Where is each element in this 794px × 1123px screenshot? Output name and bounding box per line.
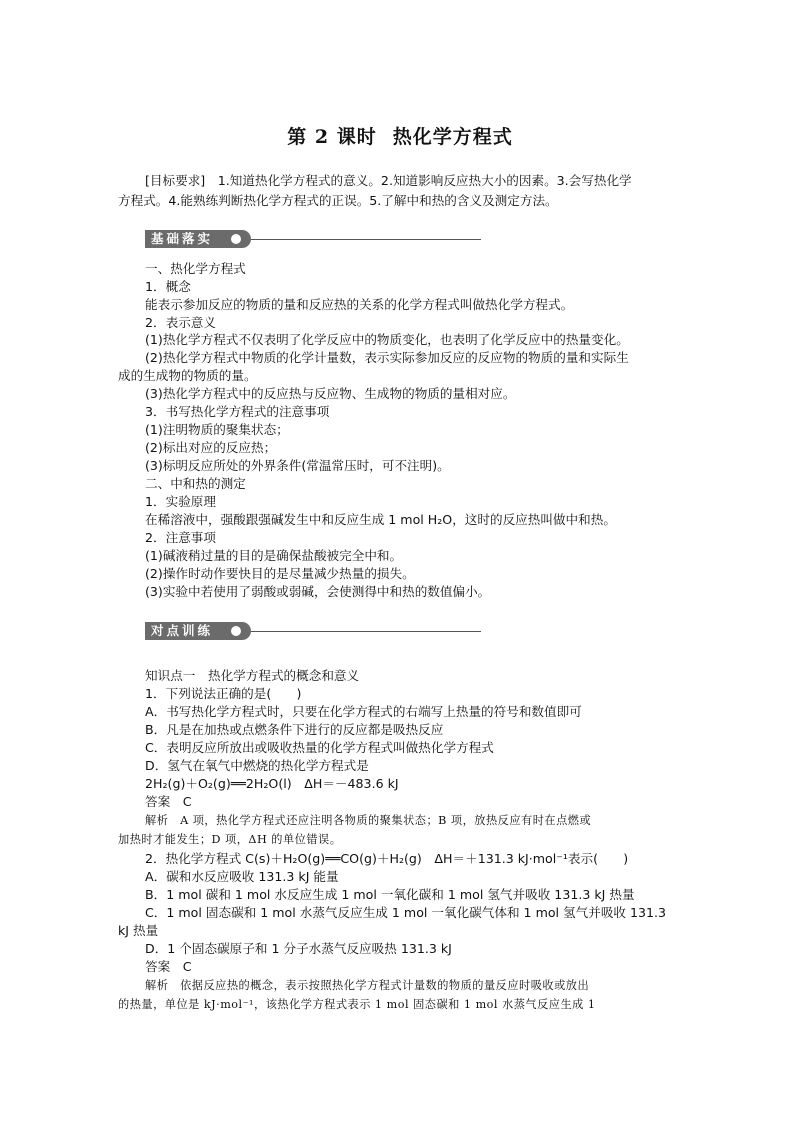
question-2-explanation-line-1: 解析 依据反应热的概念，表示按照热化学方程式计量数的物质的量反应时吸收或放出 (145, 979, 590, 992)
page-title (118, 122, 682, 149)
objectives-line-2: 方程式。4.能熟练判断热化学方程式的正误。5.了解中和热的含义及测定方法。 (118, 193, 558, 208)
basics-line: (3)热化学方程式中的反应热与反应物、生成物的物质的量相对应。 (145, 386, 516, 401)
question-1-option-d: D．氢气在氧气中燃烧的热化学方程式是 (145, 758, 369, 773)
question-1-explanation-line-2: 加热时才能发生；D 项，ΔH 的单位错误。 (118, 833, 342, 846)
basics-line: (2)热化学方程式中物质的化学计量数，表示实际参加反应的反应物的物质的量和实际生 (145, 350, 629, 365)
objectives-line-1: [目标要求] 1.知道热化学方程式的意义。2.知道影响反应热大小的因素。3.会写热化学 (145, 173, 632, 188)
question-2-explanation-line-2: 的热量，单位是 kJ·mol⁻¹，该热化学方程式表示 1 mol 固态碳和 1 mol 水蒸气反应生成 1 (118, 998, 596, 1011)
question-2-option-b: B．1 mol 碳和 1 mol 水反应生成 1 mol 一氧化碳和 1 mol 氢气并吸收 131.3 kJ 热量 (145, 887, 635, 902)
basics-line: 2．注意事项 (145, 530, 216, 545)
lesson-title: 热化学方程式 (392, 126, 513, 148)
basics-line: (2)操作时动作要快目的是尽量减少热量的损失。 (145, 566, 415, 581)
question-1-option-c: C．表明反应所放出或吸收热量的化学方程式叫做热化学方程式 (145, 740, 494, 755)
basics-line: 能表示参加反应的物质的量和反应热的关系的化学方程式叫做热化学方程式。 (145, 297, 574, 312)
basics-line: 2．表示意义 (145, 315, 216, 330)
basics-line: 成的生成物的物质的量。 (118, 368, 257, 383)
basics-line: 在稀溶液中，强酸跟强碱发生中和反应生成 1 mol H₂O，这时的反应热叫做中和热。 (145, 512, 616, 527)
question-2-option-a: A．碳和水反应吸收 131.3 kJ 能量 (145, 869, 339, 884)
section-label: 对点训练 (145, 622, 251, 640)
knowledge-point-title: 知识点一 热化学方程式的概念和意义 (145, 668, 360, 683)
basics-line: 1．实验原理 (145, 494, 216, 509)
question-2-option-c-continued: kJ 热量 (118, 923, 159, 938)
question-1-option-a: A．书写热化学方程式时，只要在化学方程式的右端写上热量的符号和数值即可 (145, 704, 582, 719)
question-1-equation: 2H₂(g)＋O₂(g)══2H₂O(l) ΔH＝－483.6 kJ (145, 776, 399, 791)
question-2-answer: 答案 C (145, 959, 192, 974)
section-label: 基础落实 (145, 230, 251, 248)
basics-line: (2)标出对应的反应热； (145, 440, 277, 455)
basics-line: 一、热化学方程式 (145, 261, 246, 276)
question-1-answer: 答案 C (145, 794, 192, 809)
question-2: 2．热化学方程式 C(s)＋H₂O(g)══CO(g)＋H₂(g) ΔH＝＋131.3 kJ·mol⁻¹表示( ) (145, 851, 629, 866)
basics-line: (1)注明物质的聚集状态； (145, 422, 289, 437)
basics-line: 3．书写热化学方程式的注意事项 (145, 404, 330, 419)
basics-line: (1)热化学方程式不仅表明了化学反应中的物质变化，也表明了化学反应中的热量变化。 (145, 332, 629, 347)
question-1-option-b: B．凡是在加热或点燃条件下进行的反应都是吸热反应 (145, 722, 444, 737)
lesson-number: 第 2 课时 (287, 126, 377, 148)
question-1: 1．下列说法正确的是( ) (145, 686, 302, 701)
basics-line: 1．概念 (145, 279, 191, 294)
bullet-dot-icon (231, 234, 241, 244)
question-1-explanation-line-1: 解析 A 项，热化学方程式还应注明各物质的聚集状态；B 项，放热反应有时在点燃或 (145, 814, 592, 827)
basics-line: 二、中和热的测定 (145, 476, 246, 491)
basics-line: (1)碱液稍过量的目的是确保盐酸被完全中和。 (145, 548, 403, 563)
section-rule (251, 239, 481, 240)
section-rule (251, 631, 481, 632)
question-2-option-d: D．1 个固态碳原子和 1 分子水蒸气反应吸热 131.3 kJ (145, 941, 452, 956)
bullet-dot-icon (231, 626, 241, 636)
basics-line: (3)标明反应所处的外界条件(常温常压时，可不注明)。 (145, 458, 450, 473)
basics-line: (3)实验中若使用了弱酸或弱碱，会使测得中和热的数值偏小。 (145, 584, 491, 599)
question-2-option-c: C．1 mol 固态碳和 1 mol 水蒸气反应生成 1 mol 一氧化碳气体和 1 mol 氢气并吸收 131.3 (145, 905, 667, 920)
